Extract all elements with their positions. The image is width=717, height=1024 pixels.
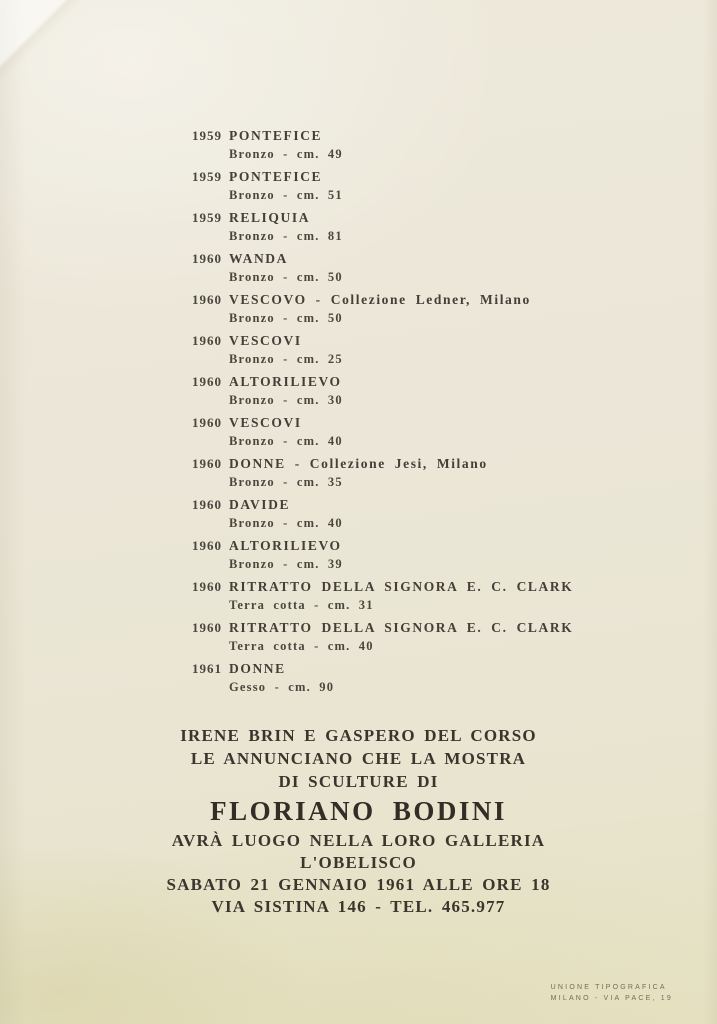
work-detail: Bronzo - cm. 30 [229,393,343,407]
work-text [229,291,531,327]
work-entry [192,373,612,409]
work-title: WANDA [229,251,289,266]
artist-name: FLORIANO BODINI [210,796,507,826]
work-title: DONNE - Collezione Jesi, Milano [229,456,488,471]
work-text [229,455,488,491]
printer-address: MILANO - VIA PACE, 19 [550,995,673,1002]
work-text [229,537,343,573]
work-detail: Bronzo - cm. 39 [229,557,343,571]
work-detail: Bronzo - cm. 81 [229,229,343,243]
work-year: 1960 [192,579,222,594]
work-year: 1960 [192,333,222,348]
work-entry [192,332,612,368]
work-text [229,496,343,532]
work-text [229,127,343,163]
work-title: RITRATTO DELLA SIGNORA E. C. CLARK [229,620,574,635]
announcement-date: SABATO 21 GENNAIO 1961 ALLE ORE 18 [166,875,551,894]
work-title: DONNE [229,661,286,676]
announcement-address: VIA SISTINA 146 - TEL. 465.977 [211,897,506,916]
works-catalog-list [192,127,612,701]
announcement-line: DI SCULTURE DI [278,772,439,791]
work-year: 1960 [192,456,222,471]
work-year: 1960 [192,374,222,389]
work-detail: Bronzo - cm. 35 [229,475,343,489]
work-detail: Bronzo - cm. 50 [229,270,343,284]
work-year: 1960 [192,497,222,512]
work-entry [192,537,612,573]
work-detail: Bronzo - cm. 40 [229,434,343,448]
work-title: VESCOVI [229,333,302,348]
work-year: 1961 [192,661,222,676]
work-detail: Bronzo - cm. 51 [229,188,343,202]
work-title: RITRATTO DELLA SIGNORA E. C. CLARK [229,579,574,594]
work-title: ALTORILIEVO [229,374,342,389]
announcement-line: LE ANNUNCIANO CHE LA MOSTRA [190,749,527,768]
work-year: 1960 [192,292,222,307]
work-title: RELIQUIA [229,210,311,225]
work-year: 1960 [192,415,222,430]
work-text [229,332,343,368]
work-entry [192,414,612,450]
work-detail: Bronzo - cm. 49 [229,147,343,161]
work-title: VESCOVO - Collezione Ledner, Milano [229,292,531,307]
exhibition-announcement [0,724,717,918]
work-detail: Bronzo - cm. 40 [229,516,343,530]
work-entry [192,660,612,696]
work-title: ALTORILIEVO [229,538,342,553]
work-year: 1959 [192,169,222,184]
printer-name: UNIONE TIPOGRAFICA [550,984,667,991]
paper-crease [0,0,140,100]
work-entry [192,619,612,655]
work-entry [192,455,612,491]
work-detail: Bronzo - cm. 25 [229,352,343,366]
work-entry [192,168,612,204]
work-text [229,660,334,696]
work-text [229,168,343,204]
work-year: 1960 [192,251,222,266]
work-entry [192,578,612,614]
announcement-line: AVRÀ LUOGO NELLA LORO GALLERIA [171,831,546,850]
work-text [229,578,573,614]
work-text [229,373,343,409]
announcement-hosts: IRENE BRIN E GASPERO DEL CORSO [180,726,537,745]
work-year: 1960 [192,620,222,635]
work-text [229,414,343,450]
gallery-name: L'OBELISCO [300,853,417,872]
work-text [229,209,343,245]
work-entry [192,496,612,532]
work-year: 1960 [192,538,222,553]
work-entry [192,291,612,327]
work-detail: Terra cotta - cm. 40 [229,639,374,653]
work-entry [192,250,612,286]
work-year: 1959 [192,128,222,143]
work-detail: Bronzo - cm. 50 [229,311,343,325]
work-text [229,619,573,655]
work-title: PONTEFICE [229,128,323,143]
work-text [229,250,343,286]
work-title: VESCOVI [229,415,302,430]
work-entry [192,209,612,245]
work-title: DAVIDE [229,497,291,512]
work-year: 1959 [192,210,222,225]
work-entry [192,127,612,163]
printer-credit [551,982,673,1004]
work-title: PONTEFICE [229,169,323,184]
work-detail: Terra cotta - cm. 31 [229,598,374,612]
work-detail: Gesso - cm. 90 [229,680,335,694]
